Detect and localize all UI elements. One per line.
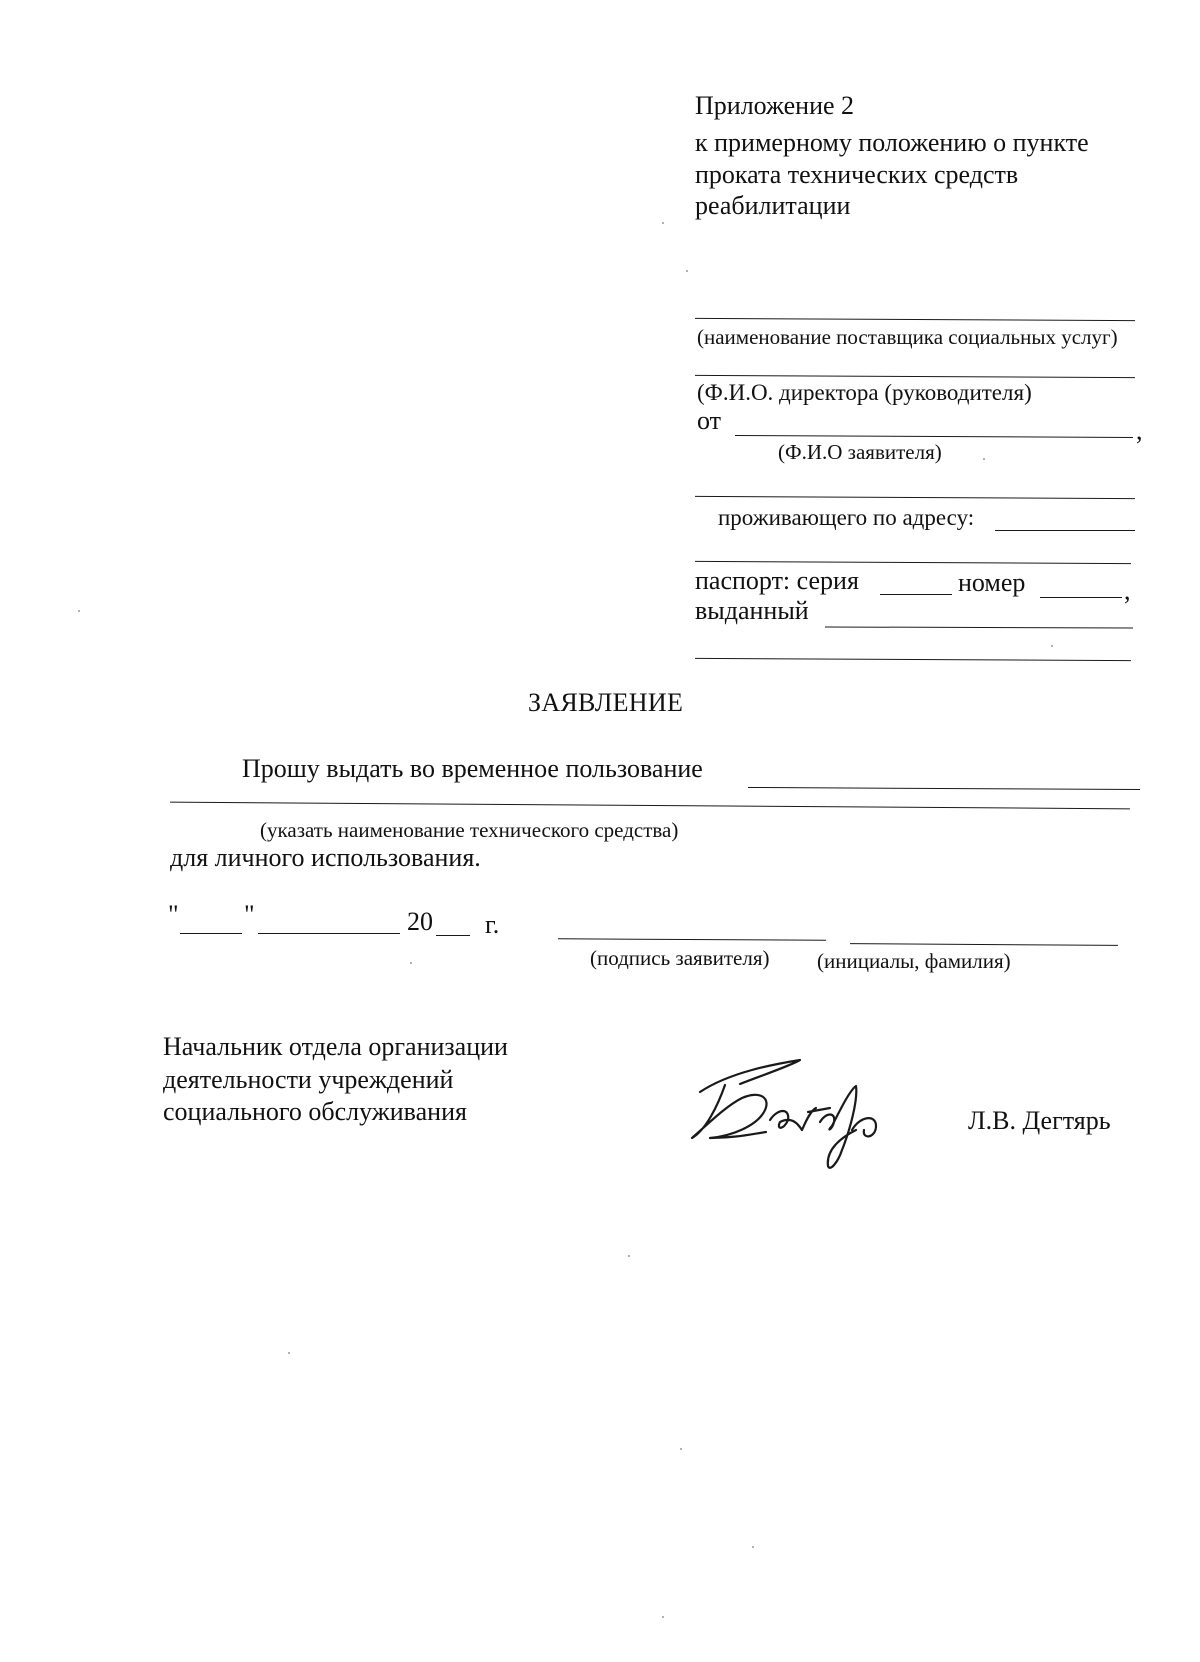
request-text: Прошу выдать во временное пользование xyxy=(242,754,703,783)
applicant-name-line xyxy=(735,435,1133,438)
device-continuation-line xyxy=(170,802,1130,810)
supplier-caption: (наименование поставщика социальных услуг) xyxy=(697,325,1118,349)
passport-series-line xyxy=(880,594,952,595)
scan-speck xyxy=(662,222,664,224)
scan-speck xyxy=(662,1616,664,1618)
issued-label: выданный xyxy=(695,596,809,625)
handwritten-signature xyxy=(680,1050,920,1180)
date-quote-close: " xyxy=(244,900,255,929)
position-line: Начальник отдела организации xyxy=(163,1032,508,1061)
scan-speck xyxy=(680,1448,682,1450)
signatory-name: Л.В. Дегтярь xyxy=(968,1106,1111,1135)
date-year-suffix: г. xyxy=(485,910,500,939)
applicant-extra-line xyxy=(695,496,1135,499)
purpose-text: для личного использования. xyxy=(170,843,481,872)
comma: , xyxy=(1124,576,1131,605)
applicant-signature-line xyxy=(558,938,826,940)
scan-speck xyxy=(1051,645,1053,647)
address-label: проживающего по адресу: xyxy=(718,505,975,530)
appendix-line: реабилитации xyxy=(695,191,851,220)
address-line xyxy=(995,530,1135,531)
appendix-line: проката технических средств xyxy=(695,160,1019,189)
date-day-line xyxy=(180,933,242,934)
comma: , xyxy=(1136,416,1143,445)
issued-by-continuation-line xyxy=(695,658,1131,661)
signature-caption: (подпись заявителя) xyxy=(590,946,770,970)
scan-speck xyxy=(410,962,412,964)
date-quote-open: " xyxy=(168,900,179,929)
scan-speck xyxy=(288,1352,290,1354)
director-caption: (Ф.И.О. директора (руководителя) xyxy=(697,380,1032,405)
date-month-line xyxy=(258,933,400,934)
appendix-line: к примерному положению о пункте xyxy=(695,128,1089,157)
initials-caption: (инициалы, фамилия) xyxy=(817,949,1011,973)
scan-speck xyxy=(752,1546,754,1548)
from-label: от xyxy=(697,406,722,435)
applicant-initials-line xyxy=(850,943,1118,946)
scan-speck xyxy=(78,610,80,612)
issued-by-line xyxy=(825,626,1133,628)
passport-series-label: паспорт: серия xyxy=(695,566,859,595)
device-line xyxy=(748,787,1140,790)
applicant-caption: (Ф.И.О заявителя) xyxy=(778,440,942,464)
statement-title: ЗАЯВЛЕНИЕ xyxy=(528,688,684,717)
scan-speck xyxy=(983,458,985,460)
date-year-line xyxy=(436,935,470,936)
scan-speck xyxy=(686,270,688,272)
date-year-prefix: 20 xyxy=(407,907,433,936)
device-caption: (указать наименование технического средства) xyxy=(260,818,679,842)
position-line: социального обслуживания xyxy=(163,1097,467,1126)
appendix-title: Приложение 2 xyxy=(695,91,855,120)
director-name-line xyxy=(695,375,1135,378)
passport-number-line xyxy=(1040,597,1122,598)
position-line: деятельности учреждений xyxy=(163,1065,454,1094)
supplier-name-line xyxy=(695,318,1135,321)
scan-speck xyxy=(628,1255,630,1257)
passport-number-label: номер xyxy=(958,568,1026,597)
address-continuation-line xyxy=(695,561,1131,564)
